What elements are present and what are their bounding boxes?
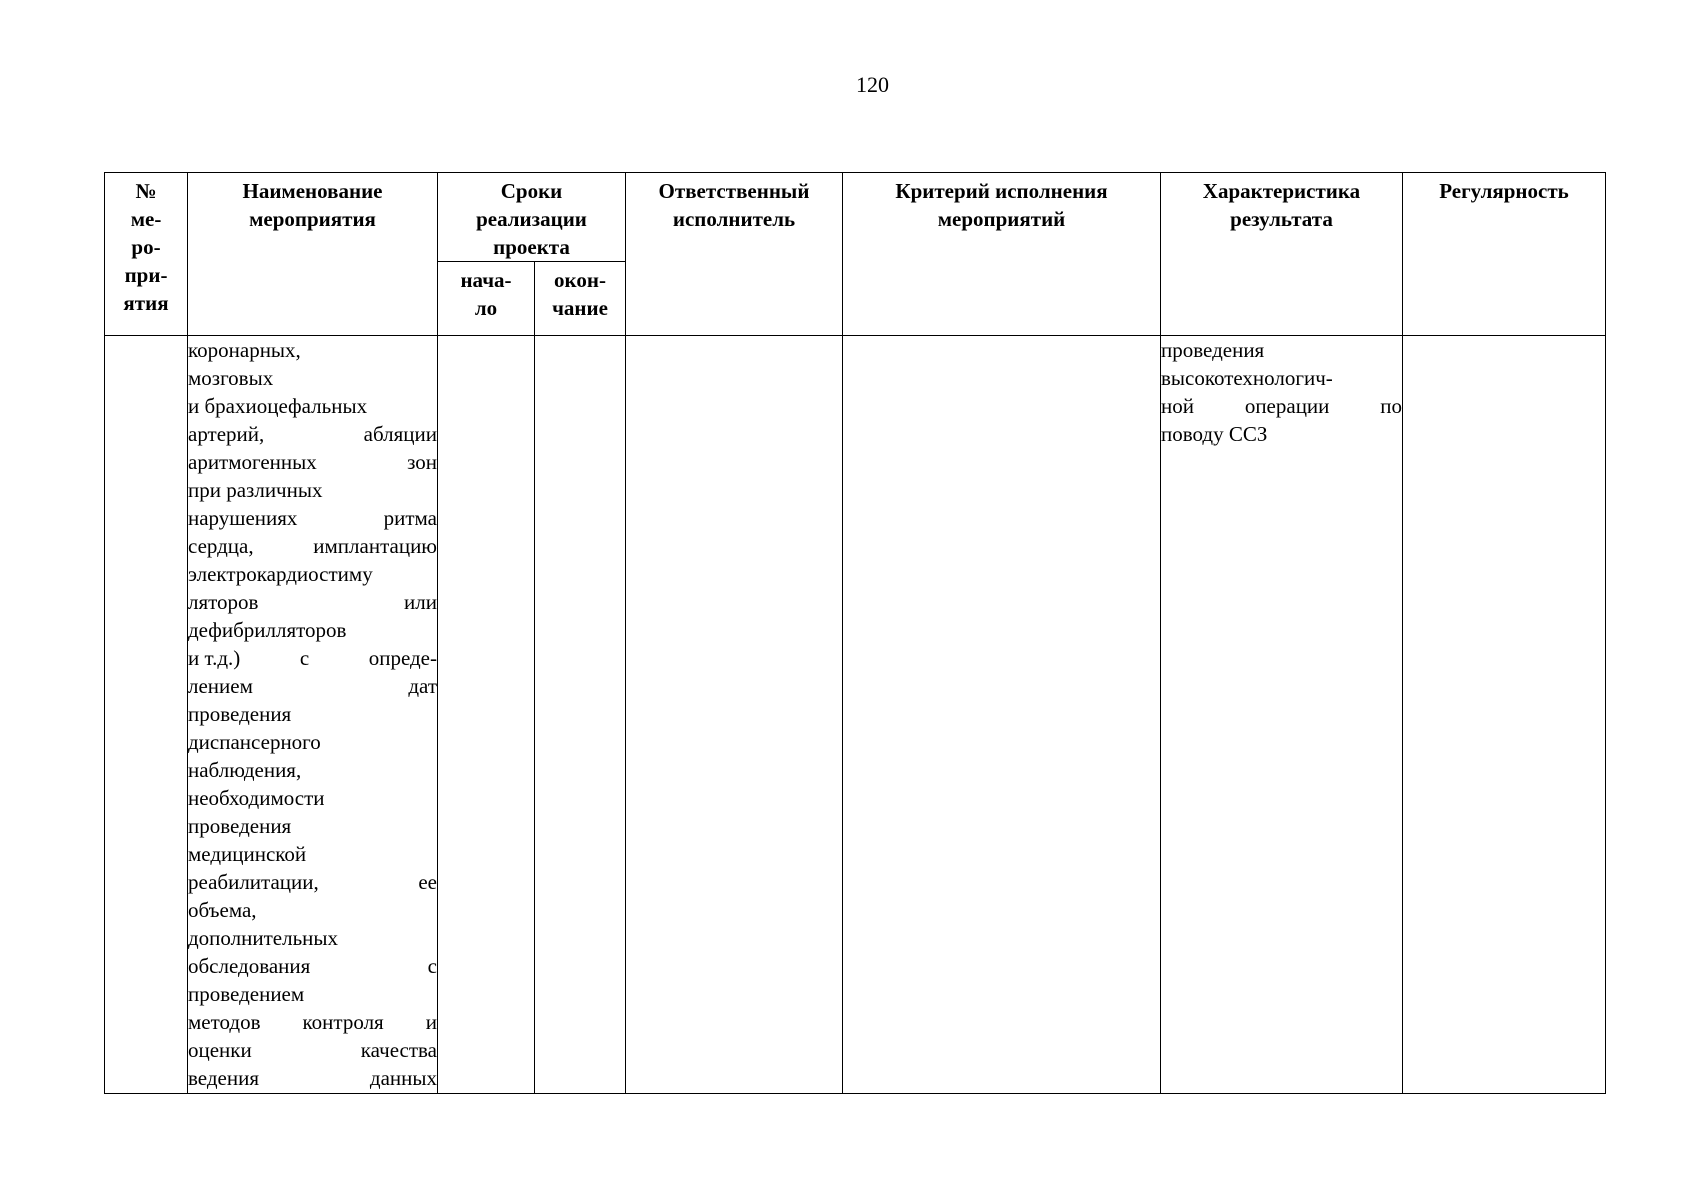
cell-start xyxy=(438,336,535,1094)
cell-responsible xyxy=(626,336,843,1094)
text-line xyxy=(1161,392,1402,420)
text-line xyxy=(1161,336,1402,364)
text-word: данных xyxy=(369,1066,437,1090)
header-start xyxy=(438,262,535,336)
text-line xyxy=(188,896,437,924)
header-line: ро- xyxy=(131,235,161,259)
header-line: Наименование xyxy=(242,179,383,203)
activities-table xyxy=(104,172,1606,1094)
header-activity-name-text xyxy=(194,177,431,233)
text-word: высокотехнологич- xyxy=(1161,366,1333,390)
header-line: Критерий исполнения xyxy=(895,179,1108,203)
text-line xyxy=(188,1008,437,1036)
header-line: окон- xyxy=(554,268,606,292)
text-word: качества xyxy=(360,1038,437,1062)
text-word: контроля xyxy=(302,1010,384,1034)
header-line: при- xyxy=(124,263,168,287)
text-word: наблюдения, xyxy=(188,758,302,782)
text-line xyxy=(188,728,437,756)
cell-regularity xyxy=(1403,336,1606,1094)
activity-name-text xyxy=(188,336,437,1092)
header-line: ме- xyxy=(130,207,162,231)
text-word: или xyxy=(404,590,437,614)
table-row xyxy=(105,336,1606,1094)
text-word: проведения xyxy=(1161,338,1265,362)
cell-activity-number xyxy=(105,336,188,1094)
header-line: № xyxy=(135,179,157,203)
text-word: проведения xyxy=(188,814,292,838)
text-word: по xyxy=(1380,394,1402,418)
text-word: ведения xyxy=(188,1066,259,1090)
text-word: абляции xyxy=(363,422,437,446)
text-line xyxy=(188,448,437,476)
text-line xyxy=(188,1064,437,1092)
text-word: реабилитации, xyxy=(188,870,319,894)
text-line xyxy=(188,1036,437,1064)
text-word: проведением xyxy=(188,982,305,1006)
header-line: ятия xyxy=(123,291,169,315)
header-start-text xyxy=(444,266,528,322)
text-word: лением xyxy=(188,674,253,698)
header-regularity xyxy=(1403,173,1606,336)
text-word: проведения xyxy=(188,702,292,726)
text-word: диспансерного xyxy=(188,730,321,754)
text-word: имплантацию xyxy=(313,534,437,558)
header-line: Характеристика xyxy=(1202,179,1361,203)
text-word: опреде- xyxy=(368,646,437,670)
cell-result xyxy=(1161,336,1403,1094)
text-line xyxy=(188,504,437,532)
header-line: Ответственный xyxy=(658,179,810,203)
text-line xyxy=(188,616,437,644)
text-word: мозговых xyxy=(188,366,274,390)
text-line xyxy=(188,336,437,364)
header-activity-number-text xyxy=(111,177,181,317)
text-word: аритмогенных xyxy=(188,450,317,474)
cell-end xyxy=(535,336,626,1094)
text-word: с xyxy=(299,646,310,670)
header-result xyxy=(1161,173,1403,336)
header-line: результата xyxy=(1230,207,1333,231)
text-word: артерий, xyxy=(188,422,265,446)
text-word: и т.д.) xyxy=(188,646,241,670)
text-word: обследования xyxy=(188,954,311,978)
text-word: коронарных, xyxy=(188,338,301,362)
text-line xyxy=(188,392,437,420)
cell-activity-name xyxy=(188,336,438,1094)
header-activity-number xyxy=(105,173,188,336)
text-word: и брахиоцефальных xyxy=(188,394,368,418)
text-line xyxy=(188,952,437,980)
header-line: исполнитель xyxy=(672,207,796,231)
text-line xyxy=(188,644,437,672)
text-word: дефибрилляторов xyxy=(188,618,347,642)
text-word: нарушениях xyxy=(188,506,298,530)
text-word: зон xyxy=(407,450,437,474)
header-implementation-terms xyxy=(438,173,626,262)
header-regularity-text xyxy=(1409,177,1599,205)
text-word: дополнительных xyxy=(188,926,339,950)
text-word: необходимости xyxy=(188,786,325,810)
text-word: операции xyxy=(1244,394,1330,418)
header-criterion-text xyxy=(849,177,1154,233)
page-number: 120 xyxy=(856,72,889,97)
text-line xyxy=(188,700,437,728)
header-line: мероприятий xyxy=(937,207,1066,231)
text-word: ее xyxy=(418,870,437,894)
result-text xyxy=(1161,336,1402,448)
text-word: электрокардиостиму xyxy=(188,562,373,586)
header-line: ло xyxy=(474,296,498,320)
header-implementation-terms-text xyxy=(444,177,619,261)
text-line xyxy=(188,588,437,616)
text-word: оценки xyxy=(188,1038,252,1062)
header-line: проекта xyxy=(493,235,570,259)
text-line xyxy=(188,672,437,700)
text-word: медицинской xyxy=(188,842,307,866)
text-word: методов xyxy=(188,1010,261,1034)
header-end-text xyxy=(541,266,619,322)
text-line xyxy=(188,840,437,868)
text-line xyxy=(1161,420,1402,448)
text-line xyxy=(188,560,437,588)
header-activity-name xyxy=(188,173,438,336)
header-line: нача- xyxy=(460,268,512,292)
text-line xyxy=(188,476,437,504)
text-line xyxy=(188,812,437,840)
header-line: мероприятия xyxy=(249,207,376,231)
header-result-text xyxy=(1167,177,1396,233)
text-line xyxy=(188,364,437,392)
text-line xyxy=(1161,364,1402,392)
text-word: и xyxy=(425,1010,437,1034)
header-line: реализации xyxy=(476,207,587,231)
header-end xyxy=(535,262,626,336)
text-word: с xyxy=(427,954,437,978)
text-line xyxy=(188,784,437,812)
text-word: при различных xyxy=(188,478,323,502)
header-criterion xyxy=(843,173,1161,336)
text-word: объема, xyxy=(188,898,257,922)
text-line xyxy=(188,532,437,560)
text-word: ритма xyxy=(383,506,437,530)
text-line xyxy=(188,924,437,952)
text-word: сердца, xyxy=(188,534,254,558)
cell-criterion xyxy=(843,336,1161,1094)
text-line xyxy=(188,756,437,784)
header-line: Регулярность xyxy=(1439,179,1569,203)
text-line xyxy=(188,868,437,896)
text-line xyxy=(188,980,437,1008)
text-word: ной xyxy=(1161,394,1194,418)
header-responsible xyxy=(626,173,843,336)
text-word: дат xyxy=(408,674,437,698)
text-line xyxy=(188,420,437,448)
text-word: поводу ССЗ xyxy=(1161,422,1268,446)
text-word: ляторов xyxy=(188,590,259,614)
header-line: чание xyxy=(552,296,608,320)
header-responsible-text xyxy=(632,177,836,233)
header-line: Сроки xyxy=(500,179,563,203)
